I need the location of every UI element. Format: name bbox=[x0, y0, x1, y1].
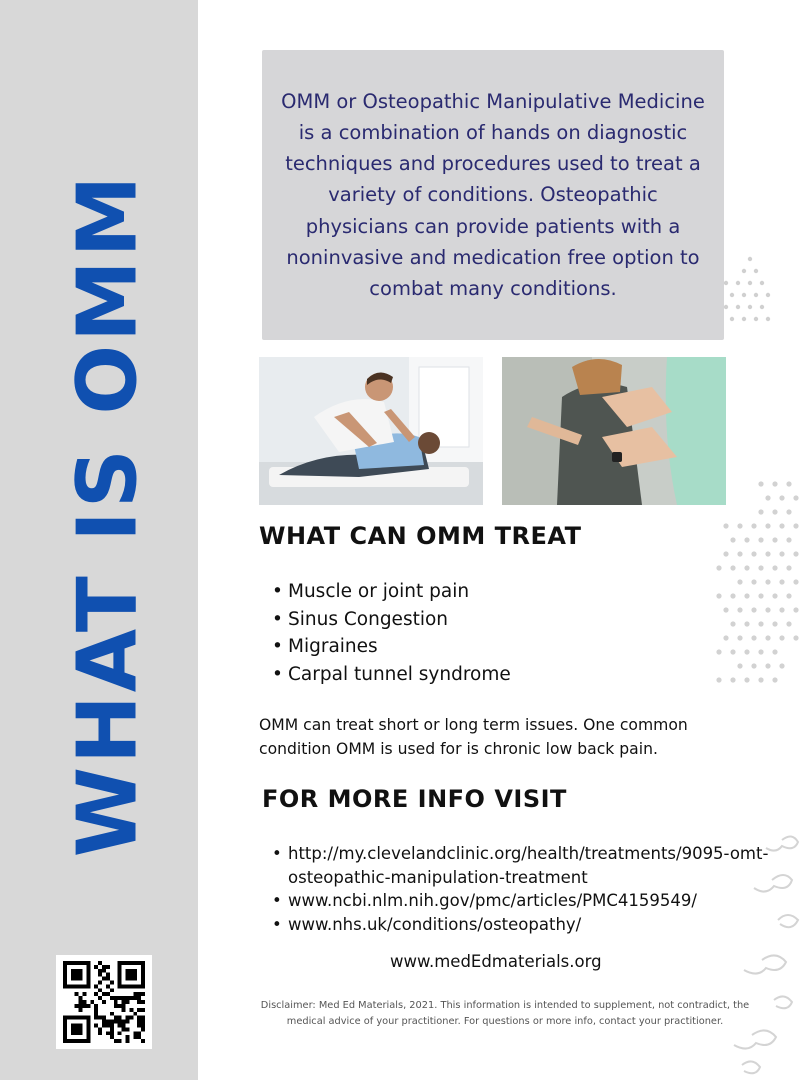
list-item: • Carpal tunnel syndrome bbox=[270, 661, 511, 689]
website-link[interactable]: www.medEdmaterials.org bbox=[390, 952, 602, 971]
ncbi-link[interactable]: • www.ncbi.nlm.nih.gov/pmc/articles/PMC4159549/ bbox=[270, 889, 770, 913]
decorative-dots-top bbox=[722, 255, 778, 335]
nhs-link[interactable]: • www.nhs.uk/conditions/osteopathy/ bbox=[270, 913, 770, 937]
cleveland-clinic-link[interactable]: • http://my.clevelandclinic.org/health/treatments/9095-omt-osteopathic-manipulation-treatment bbox=[270, 842, 770, 889]
intro-box bbox=[262, 50, 724, 340]
qr-code bbox=[56, 955, 152, 1049]
decorative-dots-right bbox=[715, 480, 810, 695]
info-links-list bbox=[270, 842, 770, 936]
intro-text: OMM or Osteopathic Manipulative Medicine is a combination of hands on diagnostic techniques and procedures used to treat a variety of conditions. Osteopathic physicians can provide patients with a noninvasive and medication free option to combat many conditions. bbox=[281, 89, 705, 300]
disclaimer-text: Disclaimer: Med Ed Materials, 2021. This information is intended to supplement, not contradict, the medical advice of your practitioner. For questions or more info, contact your practitioner. bbox=[260, 1000, 750, 1027]
photo-osteopath-treating-patient bbox=[259, 357, 483, 505]
photo-back-pain-examination bbox=[502, 357, 726, 505]
back-pain-paragraph: OMM can treat short or long term issues. One common condition OMM is used for is chronic low back pain. bbox=[259, 716, 688, 758]
decorative-swirls bbox=[712, 820, 810, 1080]
sidebar bbox=[0, 0, 198, 1080]
list-item: • Migraines bbox=[270, 633, 511, 661]
info-heading: FOR MORE INFO VISIT bbox=[262, 785, 567, 813]
treat-list bbox=[270, 578, 511, 688]
list-item: • Sinus Congestion bbox=[270, 606, 511, 634]
treat-heading: WHAT CAN OMM TREAT bbox=[259, 522, 582, 550]
page-title: WHAT IS OMM bbox=[60, 172, 156, 858]
list-item: • Muscle or joint pain bbox=[270, 578, 511, 606]
